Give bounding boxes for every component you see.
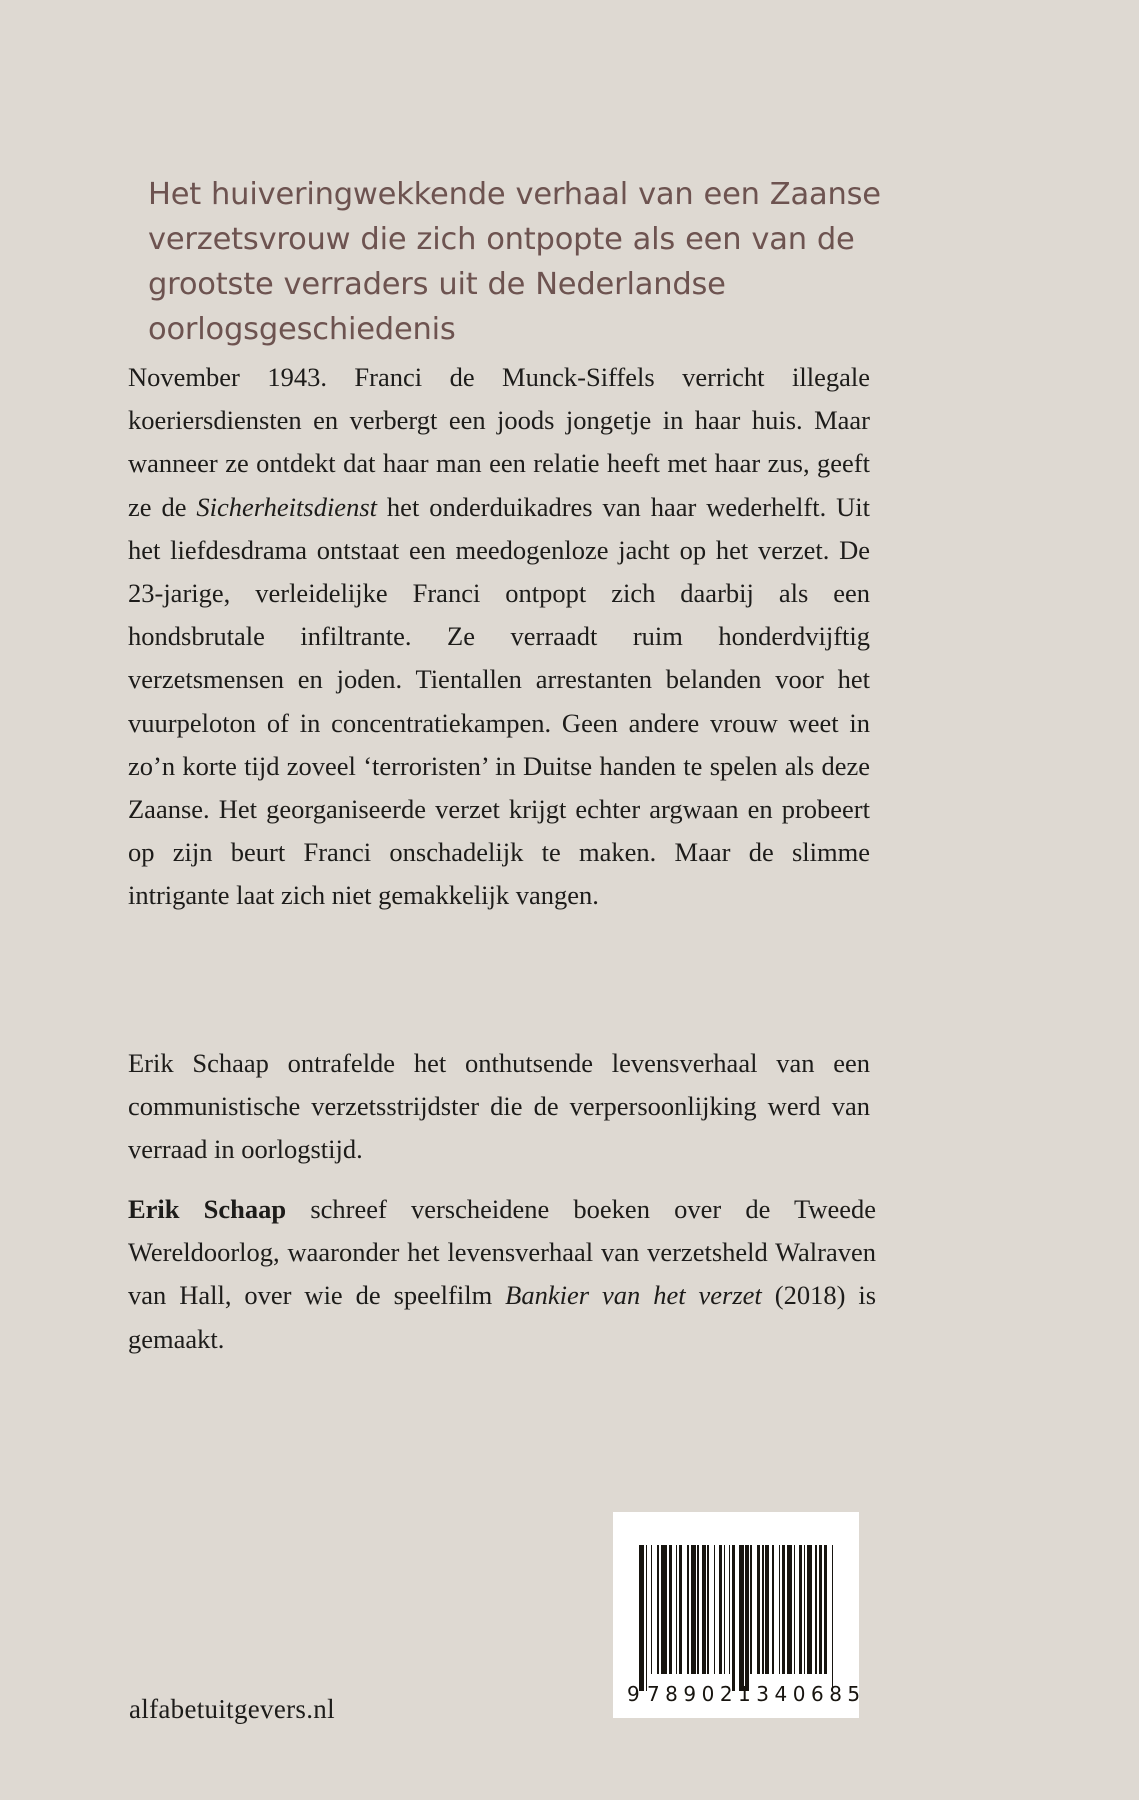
- blurb-author-note: [128, 1042, 870, 1172]
- film-title: Bankier van het verzet: [505, 1280, 762, 1311]
- blurb-author-bio: [128, 1188, 876, 1361]
- blurb-p1-text-a: November 1943. Franci de Munck-Siffels verricht illegale koeriersdiensten en verbergt een joods jongetje in haar huis. Maar wanneer ze ontdekt dat haar man een relatie heeft met haar zus, geeft ze de: [128, 362, 870, 522]
- blurb-p1-italic-term: Sicherheitsdienst: [196, 491, 377, 522]
- barcode-right-group: 340685: [756, 1682, 866, 1706]
- blurb-paragraph-2: Erik Schaap ontrafelde het onthutsende levensverhaal van een communistische verzetsstrijdster die de verpersoonlijking werd van verraad in oorlogstijd.: [128, 1048, 870, 1165]
- blurb-paragraph-1: [128, 356, 870, 918]
- barcode-bars: [639, 1545, 835, 1674]
- barcode-lead-digit: 9: [627, 1682, 643, 1706]
- publisher-url: alfabetuitgevers.nl: [129, 1694, 335, 1724]
- blurb-p3-text-b: (2018) is gemaakt.: [128, 1280, 877, 1354]
- barcode-digits: [627, 1682, 866, 1706]
- blurb-paragraph-3: [128, 1188, 876, 1361]
- author-name: Erik Schaap: [128, 1194, 287, 1224]
- barcode-left-group: 789021: [646, 1682, 757, 1706]
- strapline: Het huiveringwekkende verhaal van een Zaanse verzetsvrouw die zich ontpopte als een van de grootste verraders uit de Nederlandse oorlogsgeschiedenis: [148, 177, 881, 347]
- barcode-space: [833, 1545, 835, 1674]
- barcode-bar: [661, 1545, 668, 1674]
- blurb-main: [128, 356, 870, 918]
- blurb-p3-text-a: schreef verscheidene boeken over de Tweede Wereldoorlog, waaronder het levensverhaal van verzetsheld Walraven van Hall, over wie de speelfilm: [128, 1194, 877, 1311]
- blurb-p1-text-b: het onderduikadres van haar wederhelft. Uit het liefdesdrama ontstaat een meedogenloze jacht op het verzet. De 23-jarige, verleidelijke Franci ontpopt zich daarbij als een hondsbrutale infiltrante. Ze verraadt ruim honderdvijftig verzetsmensen en joden. Tientallen arrestanten belanden voor het vuurpeloton of in concentratiekampen. Geen andere vrouw weet in zo’n korte tijd zoveel ‘terroristen’ in Duitse handen te spelen als deze Zaanse. Het georganiseerde verzet krijgt echter argwaan en probeert op zijn beurt Franci onschadelijk te maken. Maar de slimme intrigante laat zich niet gemakkelijk vangen.: [128, 491, 870, 911]
- isbn-barcode: [613, 1512, 866, 1718]
